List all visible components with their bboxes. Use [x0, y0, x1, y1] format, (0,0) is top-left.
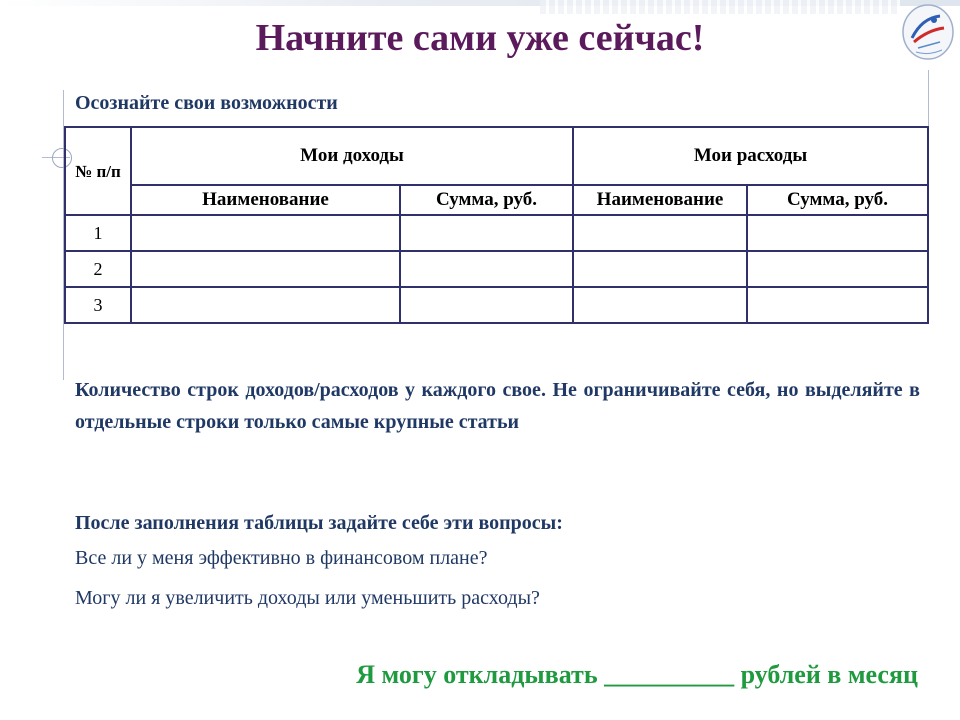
income-name-cell[interactable] — [131, 287, 400, 323]
expense-sum-cell[interactable] — [747, 287, 928, 323]
row-number: 1 — [65, 215, 131, 251]
row-number: 2 — [65, 251, 131, 287]
body-paragraph: Количество строк доходов/расходов у каждого свое. Не ограничивайте себя, но выделяйте в отдельные строки только самые крупные статьи — [75, 379, 920, 433]
expense-name-cell[interactable] — [573, 287, 747, 323]
subheader-income-name: Наименование — [131, 185, 400, 215]
income-name-cell[interactable] — [131, 215, 400, 251]
table-header-row — [65, 127, 928, 185]
subheader-expense-sum: Сумма, руб. — [747, 185, 928, 215]
expense-sum-cell[interactable] — [747, 215, 928, 251]
income-name-cell[interactable] — [131, 251, 400, 287]
row-number: 3 — [65, 287, 131, 323]
slide-title: Начните сами уже сейчас! — [255, 17, 705, 59]
header-number: № п/п — [65, 127, 131, 215]
header-expenses: Мои расходы — [573, 127, 928, 185]
top-decor-stripes — [540, 0, 900, 14]
question-2: Могу ли я увеличить доходы или уменьшить расходы? — [75, 587, 540, 609]
finance-table — [64, 126, 929, 324]
questions-header: После заполнения таблицы задайте себе эти вопросы: — [75, 512, 563, 534]
closing-statement: Я могу откладывать __________ рублей в месяц — [356, 660, 918, 689]
header-income: Мои доходы — [131, 127, 573, 185]
subheader-income-sum: Сумма, руб. — [400, 185, 573, 215]
table-row — [65, 215, 928, 251]
table-row — [65, 251, 928, 287]
table-row — [65, 287, 928, 323]
table-subheader-row — [65, 185, 928, 215]
question-1: Все ли у меня эффективно в финансовом плане? — [75, 547, 488, 569]
income-sum-cell[interactable] — [400, 287, 573, 323]
expense-name-cell[interactable] — [573, 251, 747, 287]
income-sum-cell[interactable] — [400, 215, 573, 251]
subheader-expense-name: Наименование — [573, 185, 747, 215]
slide-subtitle: Осознайте свои возможности — [75, 92, 338, 114]
expense-sum-cell[interactable] — [747, 251, 928, 287]
income-sum-cell[interactable] — [400, 251, 573, 287]
expense-name-cell[interactable] — [573, 215, 747, 251]
